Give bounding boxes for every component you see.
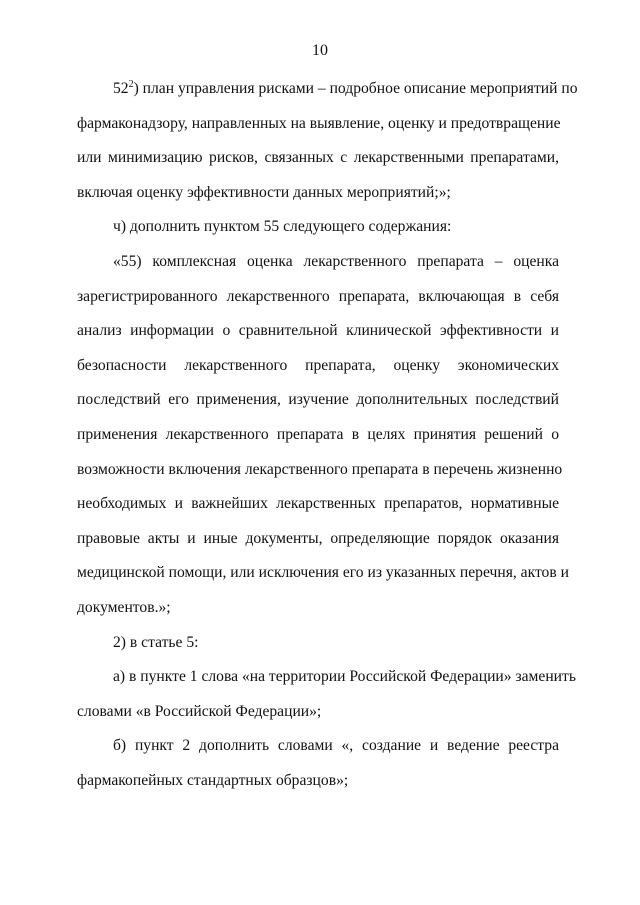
paragraph-line: фармаконадзору, направленных на выявление, оценку и предотвращение: [77, 114, 561, 132]
paragraph-line: или минимизацию рисков, связанных с лекарственными препаратами,: [77, 149, 559, 167]
paragraph-line: применения лекарственного препарата в целях принятия решений о: [77, 425, 559, 443]
paragraph-line: [77, 72, 578, 107]
paragraph-line: необходимых и важнейших лекарственных препаратов, нормативные: [77, 495, 559, 513]
paragraph-line: правовые акты и иные документы, определяющие порядок оказания: [77, 529, 559, 547]
paragraph-line: ч) дополнить пунктом 55 следующего содержания:: [113, 218, 452, 236]
paragraph-line: зарегистрированного лекарственного препарата, включающая в себя: [77, 287, 559, 305]
paragraph-line: анализ информации о сравнительной клинической эффективности и: [77, 322, 559, 340]
paragraph-line: возможности включения лекарственного препарата в перечень жизненно: [77, 460, 563, 478]
line-text: ) план управления рисками – подробное описание мероприятий по: [133, 80, 578, 97]
paragraph-line: фармакопейных стандартных образцов»;: [77, 771, 349, 789]
paragraph-line: а) в пункте 1 слова «на территории Российской Федерации» заменить: [113, 668, 576, 686]
paragraph-line: медицинской помощи, или исключения его из указанных перечня, актов и: [77, 564, 569, 582]
paragraph-line: 2) в статье 5:: [113, 633, 199, 651]
superscript: 2: [128, 79, 134, 90]
item-number: 52: [113, 80, 129, 97]
document-body: [77, 72, 578, 798]
paragraph-article-5: [77, 626, 559, 661]
paragraph-line: включая оценку эффективности данных мероприятий;»;: [77, 183, 451, 201]
paragraph-line: безопасности лекарственного препарата, оценку экономических: [77, 356, 559, 374]
page-number: 10: [312, 42, 328, 59]
paragraph-line: документов.»;: [77, 598, 171, 616]
paragraph-line: б) пункт 2 дополнить словами «, создание и ведение реестра: [113, 737, 559, 755]
paragraph-add-item-55: [77, 210, 559, 245]
paragraph-risk-management-plan: [77, 72, 578, 210]
paragraph-line: «55) комплексная оценка лекарственного препарата – оценка: [113, 252, 559, 270]
paragraph-item-a: [77, 660, 576, 729]
paragraph-complex-assessment: [77, 245, 569, 626]
paragraph-item-b: [77, 729, 559, 798]
paragraph-line: словами «в Российской Федерации»;: [77, 702, 322, 720]
paragraph-line: последствий его применения, изучение дополнительных последствий: [77, 391, 559, 409]
